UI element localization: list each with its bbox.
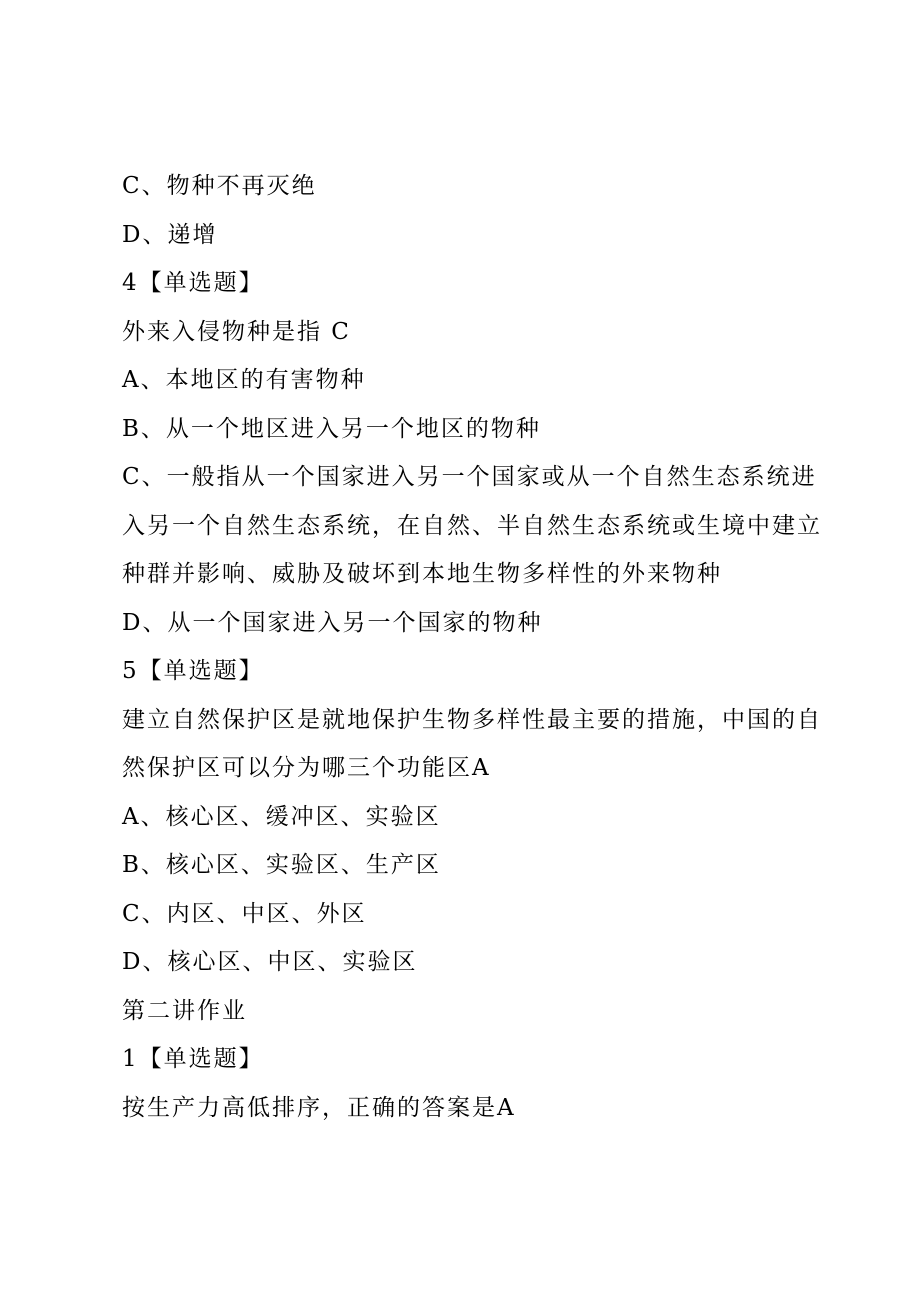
question-5-stem-line2: 然保护区可以分为哪三个功能区A bbox=[122, 755, 491, 781]
option-c-q4-line3: 种群并影响、威胁及破坏到本地生物多样性的外来物种 bbox=[122, 561, 722, 587]
question-1-header: 1【单选题】 bbox=[122, 1046, 264, 1072]
document-body bbox=[122, 162, 822, 1132]
option-b-q4: B、从一个地区进入另一个地区的物种 bbox=[122, 415, 541, 442]
option-a-q5: A、核心区、缓冲区、实验区 bbox=[122, 803, 441, 830]
option-d-q3: D、递增 bbox=[122, 221, 218, 248]
option-c-q5: C、内区、中区、外区 bbox=[122, 900, 367, 927]
option-d-q5: D、核心区、中区、实验区 bbox=[122, 949, 418, 975]
option-d-q4: D、从一个国家进入另一个国家的物种 bbox=[122, 609, 543, 636]
option-b-q5: B、核心区、实验区、生产区 bbox=[122, 852, 441, 878]
question-1-stem: 按生产力高低排序，正确的答案是A bbox=[122, 1094, 516, 1121]
question-4-stem: 外来入侵物种是指 C bbox=[122, 318, 351, 345]
option-c-q3: C、物种不再灭绝 bbox=[122, 173, 317, 199]
option-a-q4: A、本地区的有害物种 bbox=[122, 367, 366, 393]
option-c-q4-line1: C、一般指从一个国家进入另一个国家或从一个自然生态系统进 bbox=[122, 464, 817, 490]
section-heading: 第二讲作业 bbox=[122, 997, 247, 1024]
option-c-q4-line2: 入另一个自然生态系统，在自然、半自然生态系统或生境中建立 bbox=[122, 512, 822, 539]
question-5-stem-line1: 建立自然保护区是就地保护生物多样性最主要的措施，中国的自 bbox=[122, 706, 822, 733]
question-4-header: 4【单选题】 bbox=[122, 270, 264, 296]
question-5-header: 5【单选题】 bbox=[122, 658, 264, 684]
